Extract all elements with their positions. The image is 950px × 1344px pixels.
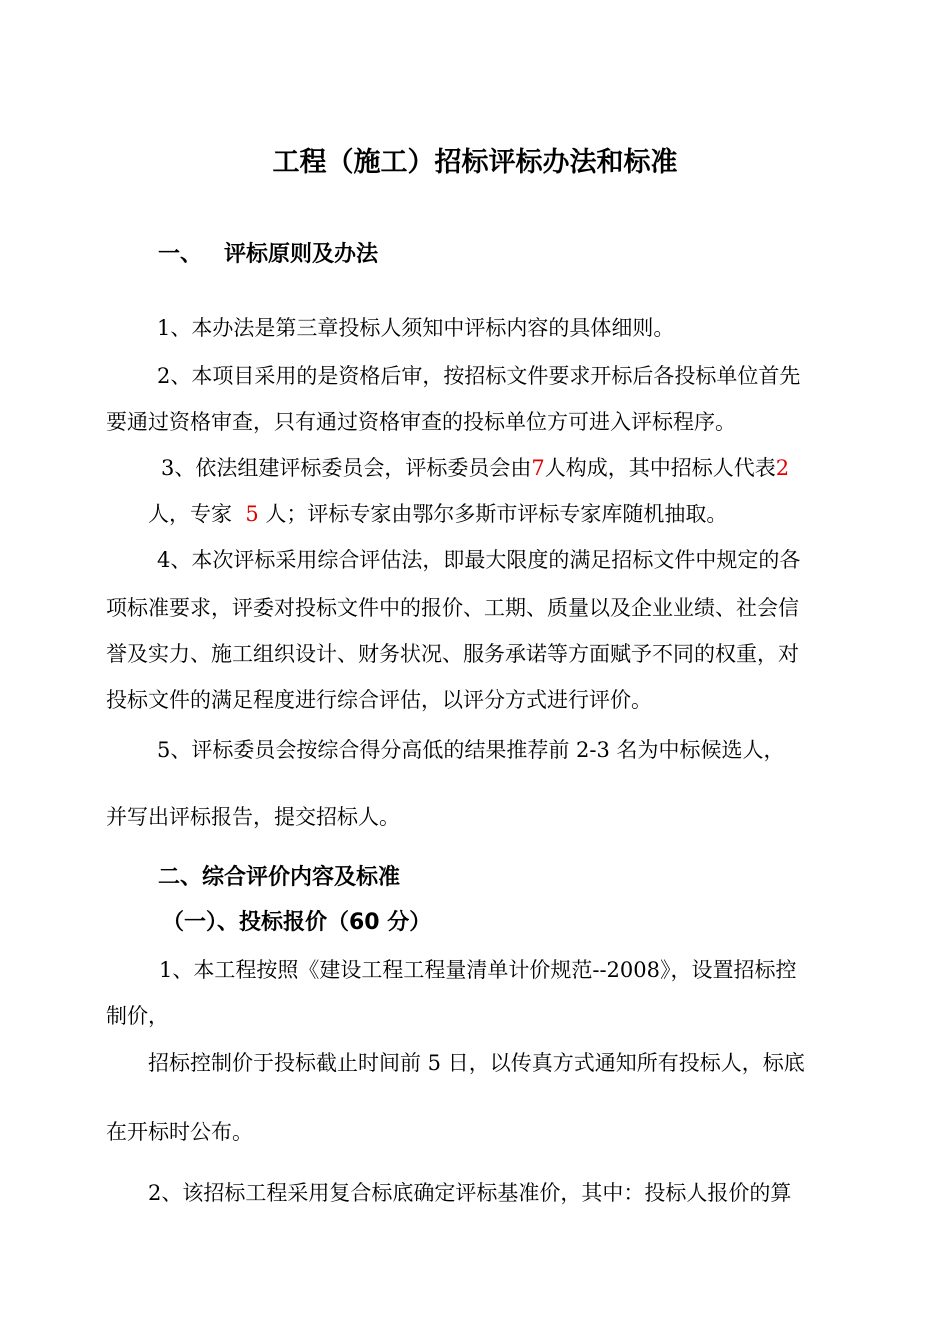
section2-heading: 二、综合评价内容及标准 — [158, 865, 401, 890]
section1-heading-number: 一、 — [158, 242, 203, 267]
tenderer-rep-count: 2 — [775, 456, 790, 480]
s2-paragraph-1-line-2: 制价， — [106, 1004, 169, 1028]
s1-paragraph-4-line-3: 誉及实力、施工组织设计、财务状况、服务承诺等方面赋予不同的权重，对 — [106, 642, 799, 666]
p3-text-d: 人；评标专家由鄂尔多斯市评标专家库随机抽取。 — [265, 502, 728, 526]
p3-text-b: 人构成，其中招标人代表 — [544, 456, 776, 480]
s1-paragraph-5-line-1: 5、评标委员会按综合得分高低的结果推荐前 2-3 名为中标候选人， — [157, 738, 785, 762]
s1-paragraph-2-line-1: 2、本项目采用的是资格后审，按招标文件要求开标后各投标单位首先 — [157, 364, 801, 388]
s1-paragraph-4-line-2: 项标准要求，评委对投标文件中的报价、工期、质量以及企业业绩、社会信 — [106, 596, 799, 620]
expert-count: 5 — [245, 502, 259, 526]
s1-paragraph-3-line-1 — [161, 453, 789, 483]
committee-size: 7 — [531, 456, 545, 480]
section1-heading-text: 评标原则及办法 — [224, 242, 379, 267]
section1-heading — [158, 240, 378, 270]
s1-paragraph-1: 1、本办法是第三章投标人须知中评标内容的具体细则。 — [157, 316, 675, 340]
s1-paragraph-3-line-2 — [148, 499, 727, 529]
section2-subheading-bid-price: （一）、投标报价（60 分） — [162, 910, 432, 935]
s1-paragraph-5-line-2: 并写出评标报告，提交招标人。 — [106, 805, 400, 829]
document-title: 工程（施工）招标评标办法和标准 — [272, 147, 678, 178]
s2-paragraph-3-line-1: 2、该招标工程采用复合标底确定评标基准价，其中：投标人报价的算 — [148, 1181, 792, 1205]
s2-paragraph-2-line-2: 在开标时公布。 — [106, 1120, 253, 1144]
s1-paragraph-2-line-2: 要通过资格审查，只有通过资格审查的投标单位方可进入评标程序。 — [106, 410, 736, 434]
p3-text-c: 人，专家 — [148, 502, 232, 526]
s1-paragraph-4-line-4: 投标文件的满足程度进行综合评估，以评分方式进行评价。 — [106, 688, 652, 712]
s1-paragraph-4-line-1: 4、本次评标采用综合评估法，即最大限度的满足招标文件中规定的各 — [157, 548, 801, 572]
s2-paragraph-1-line-1: 1、本工程按照《建设工程工程量清单计价规范--2008》，设置招标控 — [159, 958, 797, 982]
p3-text-a: 3、依法组建评标委员会，评标委员会由 — [161, 456, 532, 480]
s2-paragraph-2-line-1: 招标控制价于投标截止时间前 5 日，以传真方式通知所有投标人，标底 — [148, 1051, 805, 1075]
